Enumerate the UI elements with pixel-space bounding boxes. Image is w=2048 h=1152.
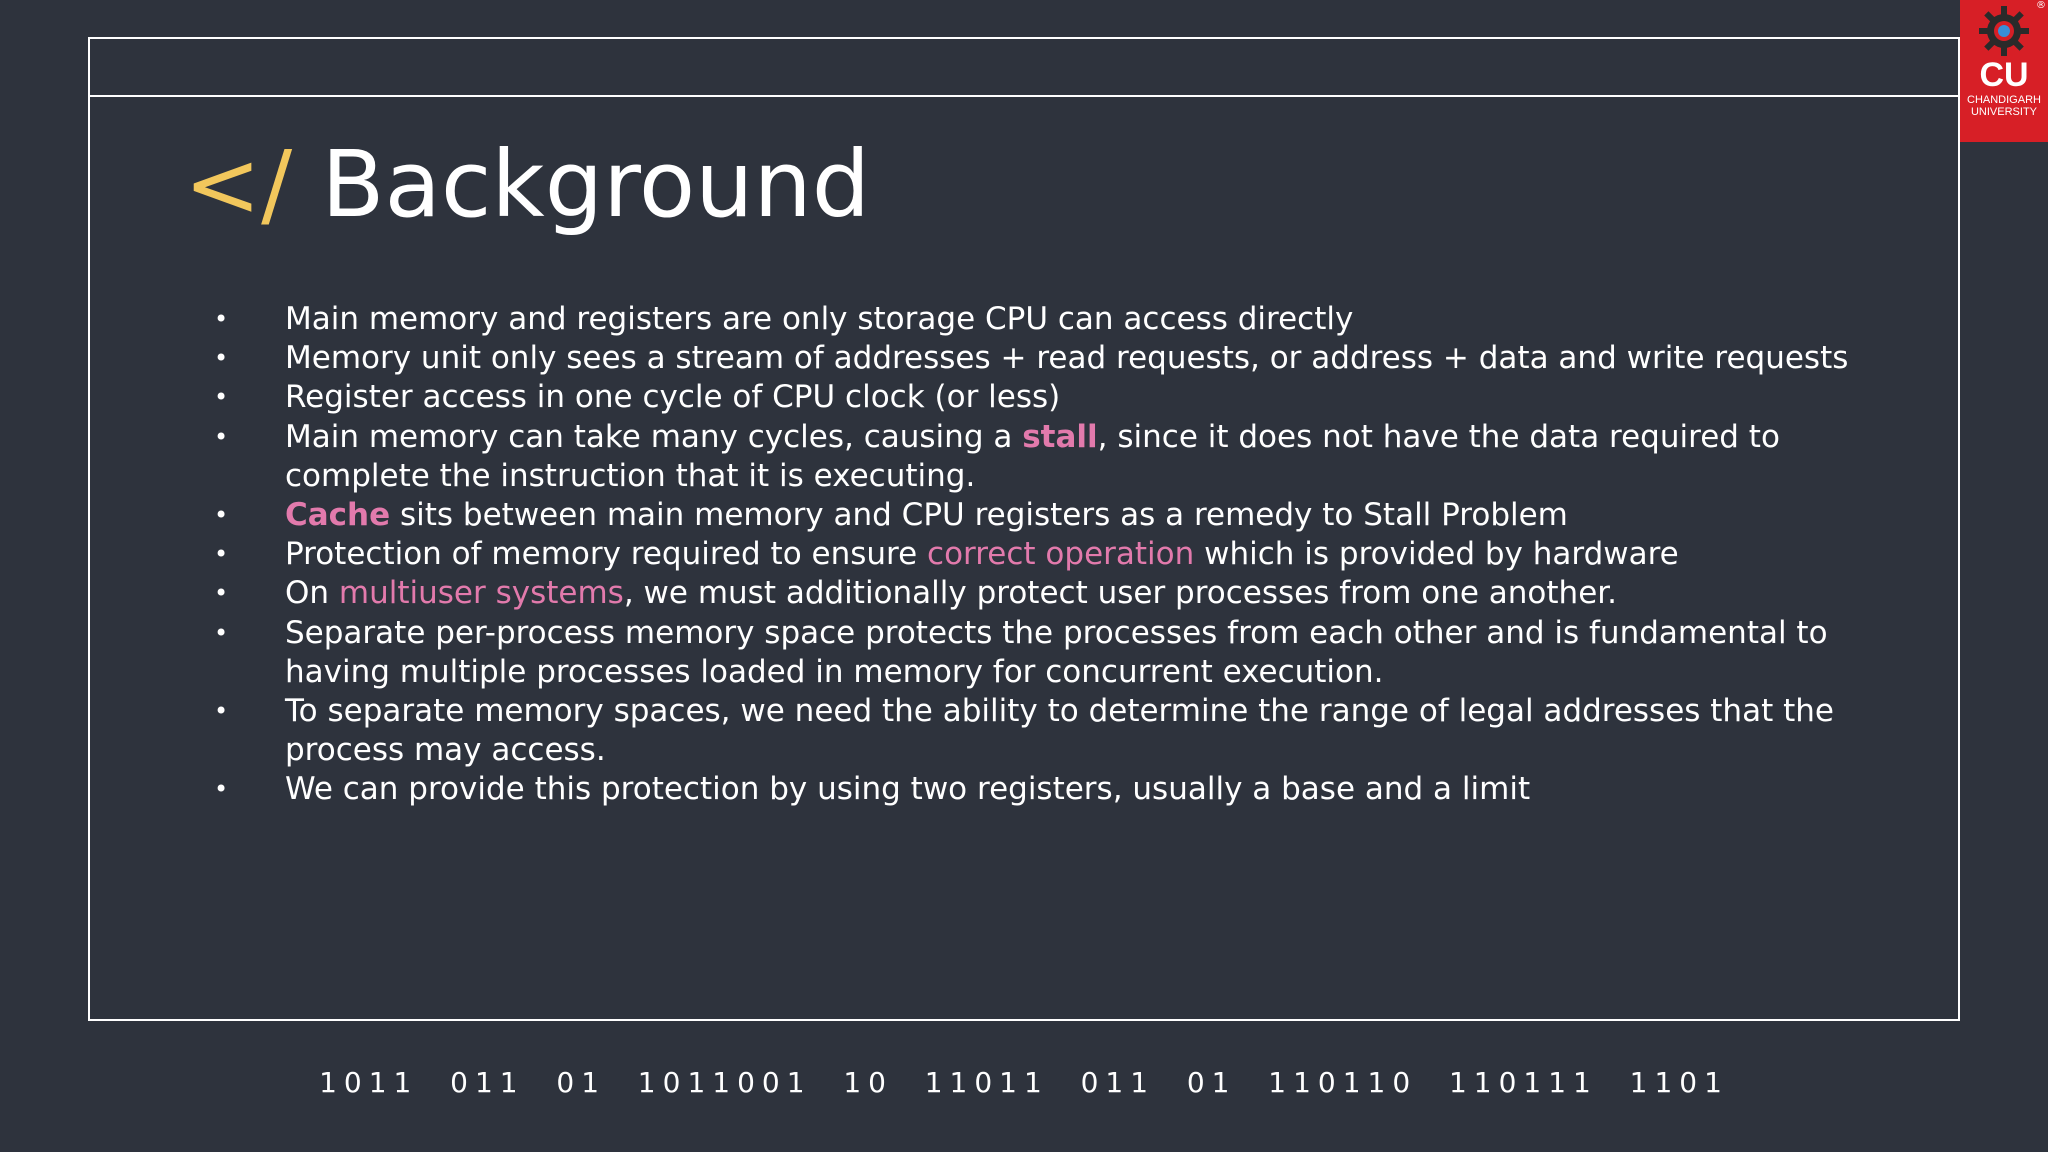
bullet-text: To separate memory spaces, we need the ability to determine the range of legal addresses that the [285,693,1834,730]
bullet-dot-icon: • [214,618,229,647]
bullet-text: Register access in one cycle of CPU clock (or less) [285,379,1061,416]
bullet-item [210,770,1850,809]
bullet-item [210,496,1850,535]
bullet-dot-icon: • [214,305,229,333]
bullet-dot-icon: • [214,775,229,804]
highlighted-term: multiuser systems [338,575,624,612]
university-logo [1960,0,2048,142]
bullet-text: , since it does not have the data required to [1097,418,1780,455]
bullet-text: Main memory and registers are only storage CPU can access directly [285,301,1354,337]
bullet-text: process may access. [285,732,606,769]
bullet-text: Memory unit only sees a stream of addresses + read requests, or address + data and write requests [285,340,1849,377]
bullet-item [210,692,1850,770]
bullet-dot-icon: • [214,697,229,726]
highlighted-term: stall [1022,418,1098,455]
bullet-dot-icon: • [214,501,229,530]
bullet-dot-icon: • [214,422,229,451]
highlighted-term: Cache [285,497,391,534]
bullet-dot-icon: • [214,344,229,373]
binary-footer: 1011 011 01 1011001 10 11011 011 01 110110 110111 1101 [319,1066,1729,1099]
bullet-text: Main memory can take many cycles, causing a [285,418,1023,455]
bullet-text: complete the instruction that it is executing. [285,457,976,494]
bullet-item [210,378,1850,417]
bullet-text: having multiple processes loaded in memory for concurrent execution. [285,653,1384,690]
bullet-item [210,418,1850,496]
bullet-dot-icon: • [214,383,229,412]
gear-emblem-icon [1974,4,2034,58]
bullet-text: Separate per-process memory space protects the processes from each other and is fundamental to [285,614,1828,651]
bullet-text: Protection of memory required to ensure [285,536,928,573]
title-text: Background [321,131,871,238]
highlighted-term: correct operation [927,536,1195,573]
bullet-list [210,300,1850,810]
slide-title [184,130,870,240]
bullet-item [210,339,1850,378]
bullet-item [210,300,1850,339]
bullet-item [210,574,1850,613]
bullet-text: On [285,575,339,612]
bullet-dot-icon: • [214,540,229,569]
bullet-dot-icon: • [214,579,229,608]
registered-mark: ® [2036,0,2046,11]
bullet-item [210,614,1850,692]
frame-divider [90,95,1958,97]
bullet-text: , we must additionally protect user processes from one another. [623,575,1618,612]
logo-name-line-2: UNIVERSITY [1970,106,2037,118]
logo-name-line-1: CHANDIGARH [1967,94,2041,106]
bullet-text: We can provide this protection by using two registers, usually a base and a limit [285,771,1531,808]
bullet-text: sits between main memory and CPU registers as a remedy to Stall Problem [390,497,1568,534]
bullet-text: which is provided by hardware [1194,536,1679,573]
bullet-item [210,535,1850,574]
logo-abbreviation: CU [1979,56,2029,94]
title-code-marker: </ [184,131,293,238]
